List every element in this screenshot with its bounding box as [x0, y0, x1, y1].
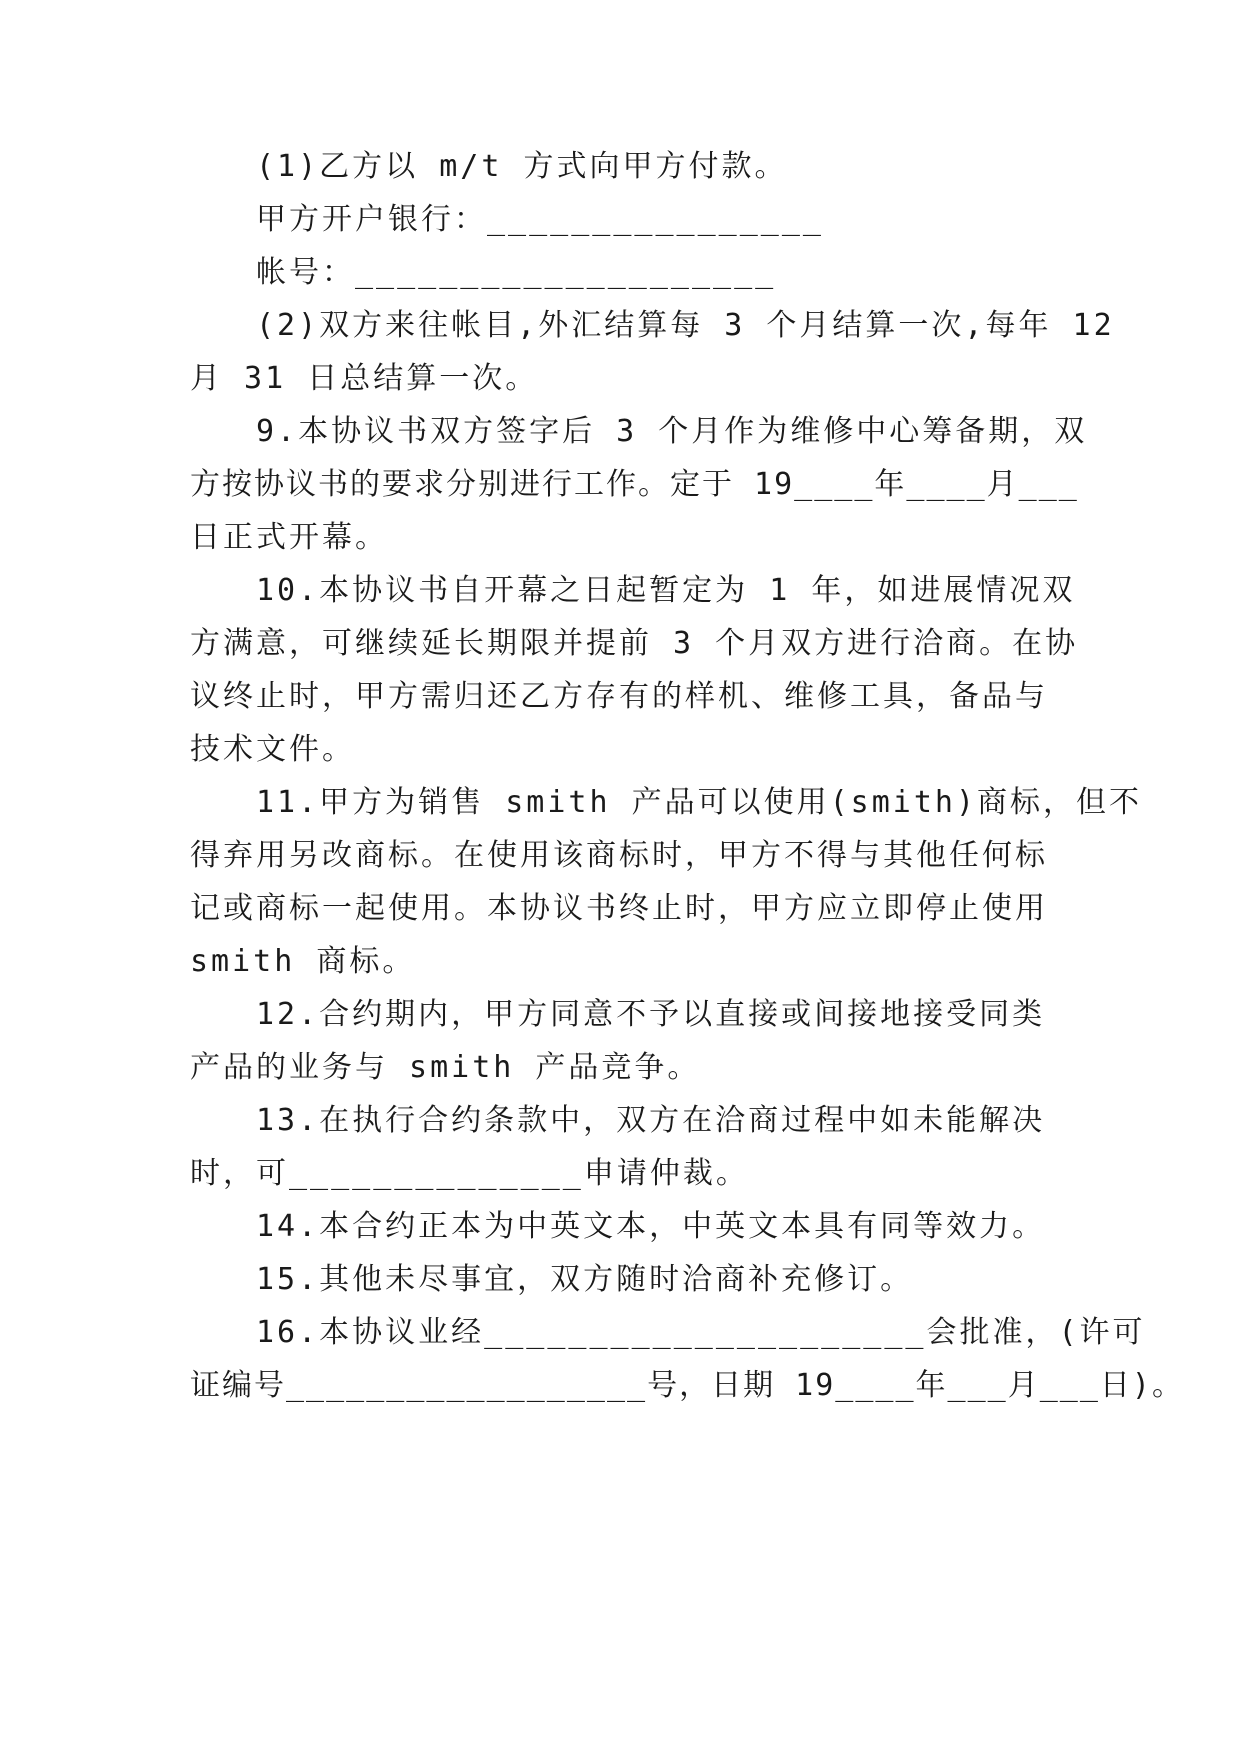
clause-11-line-1: 11.甲方为销售 smith 产品可以使用(smith)商标，但不: [256, 785, 1143, 820]
settlement-line-cont: 月 31 日总结算一次。: [190, 361, 539, 396]
clause-16-line-2: 证编号__________________号，日期 19____年___月___日)。: [190, 1368, 1184, 1403]
clause-11-line-4: smith 商标。: [190, 944, 416, 979]
bank-line: 甲方开户银行：________________: [256, 202, 824, 237]
clause-13-line-1: 13.在执行合约条款中，双方在洽商过程中如未能解决: [256, 1103, 1046, 1138]
clause-11-line-3: 记或商标一起使用。本协议书终止时，甲方应立即停止使用: [190, 891, 1048, 926]
clause-10-line-4: 技术文件。: [190, 732, 355, 767]
clause-11-line-2: 得弃用另改商标。在使用该商标时，甲方不得与其他任何标: [190, 838, 1048, 873]
clause-9-line-1: 9.本协议书双方签字后 3 个月作为维修中心筹备期，双: [256, 414, 1088, 449]
clause-15-line: 15.其他未尽事宜，双方随时洽商补充修订。: [256, 1262, 914, 1297]
clause-10-line-3: 议终止时，甲方需归还乙方存有的样机、维修工具，备品与: [190, 679, 1048, 714]
clause-12-line-1: 12.合约期内，甲方同意不予以直接或间接地接受同类: [256, 997, 1046, 1032]
clause-16-line-1: 16.本协议业经_____________________会批准，(许可: [256, 1315, 1146, 1350]
settlement-line: (2)双方来往帐目,外汇结算每 3 个月结算一次,每年 12: [256, 308, 1115, 343]
clause-10-line-2: 方满意，可继续延长期限并提前 3 个月双方进行洽商。在协: [190, 626, 1079, 661]
clause-14-line: 14.本合约正本为中英文本，中英文本具有同等效力。: [256, 1209, 1046, 1244]
payment-method-line: (1)乙方以 m/t 方式向甲方付款。: [256, 149, 788, 184]
clause-12-line-2: 产品的业务与 smith 产品竞争。: [190, 1050, 701, 1085]
clause-13-line-2: 时，可______________申请仲裁。: [190, 1156, 749, 1191]
account-line: 帐号：____________________: [256, 255, 777, 290]
clause-9-line-3: 日正式开幕。: [190, 520, 388, 555]
clause-10-line-1: 10.本协议书自开幕之日起暂定为 1 年，如进展情况双: [256, 573, 1076, 608]
clause-9-line-2: 方按协议书的要求分别进行工作。定于 19____年____月___: [190, 467, 1079, 502]
